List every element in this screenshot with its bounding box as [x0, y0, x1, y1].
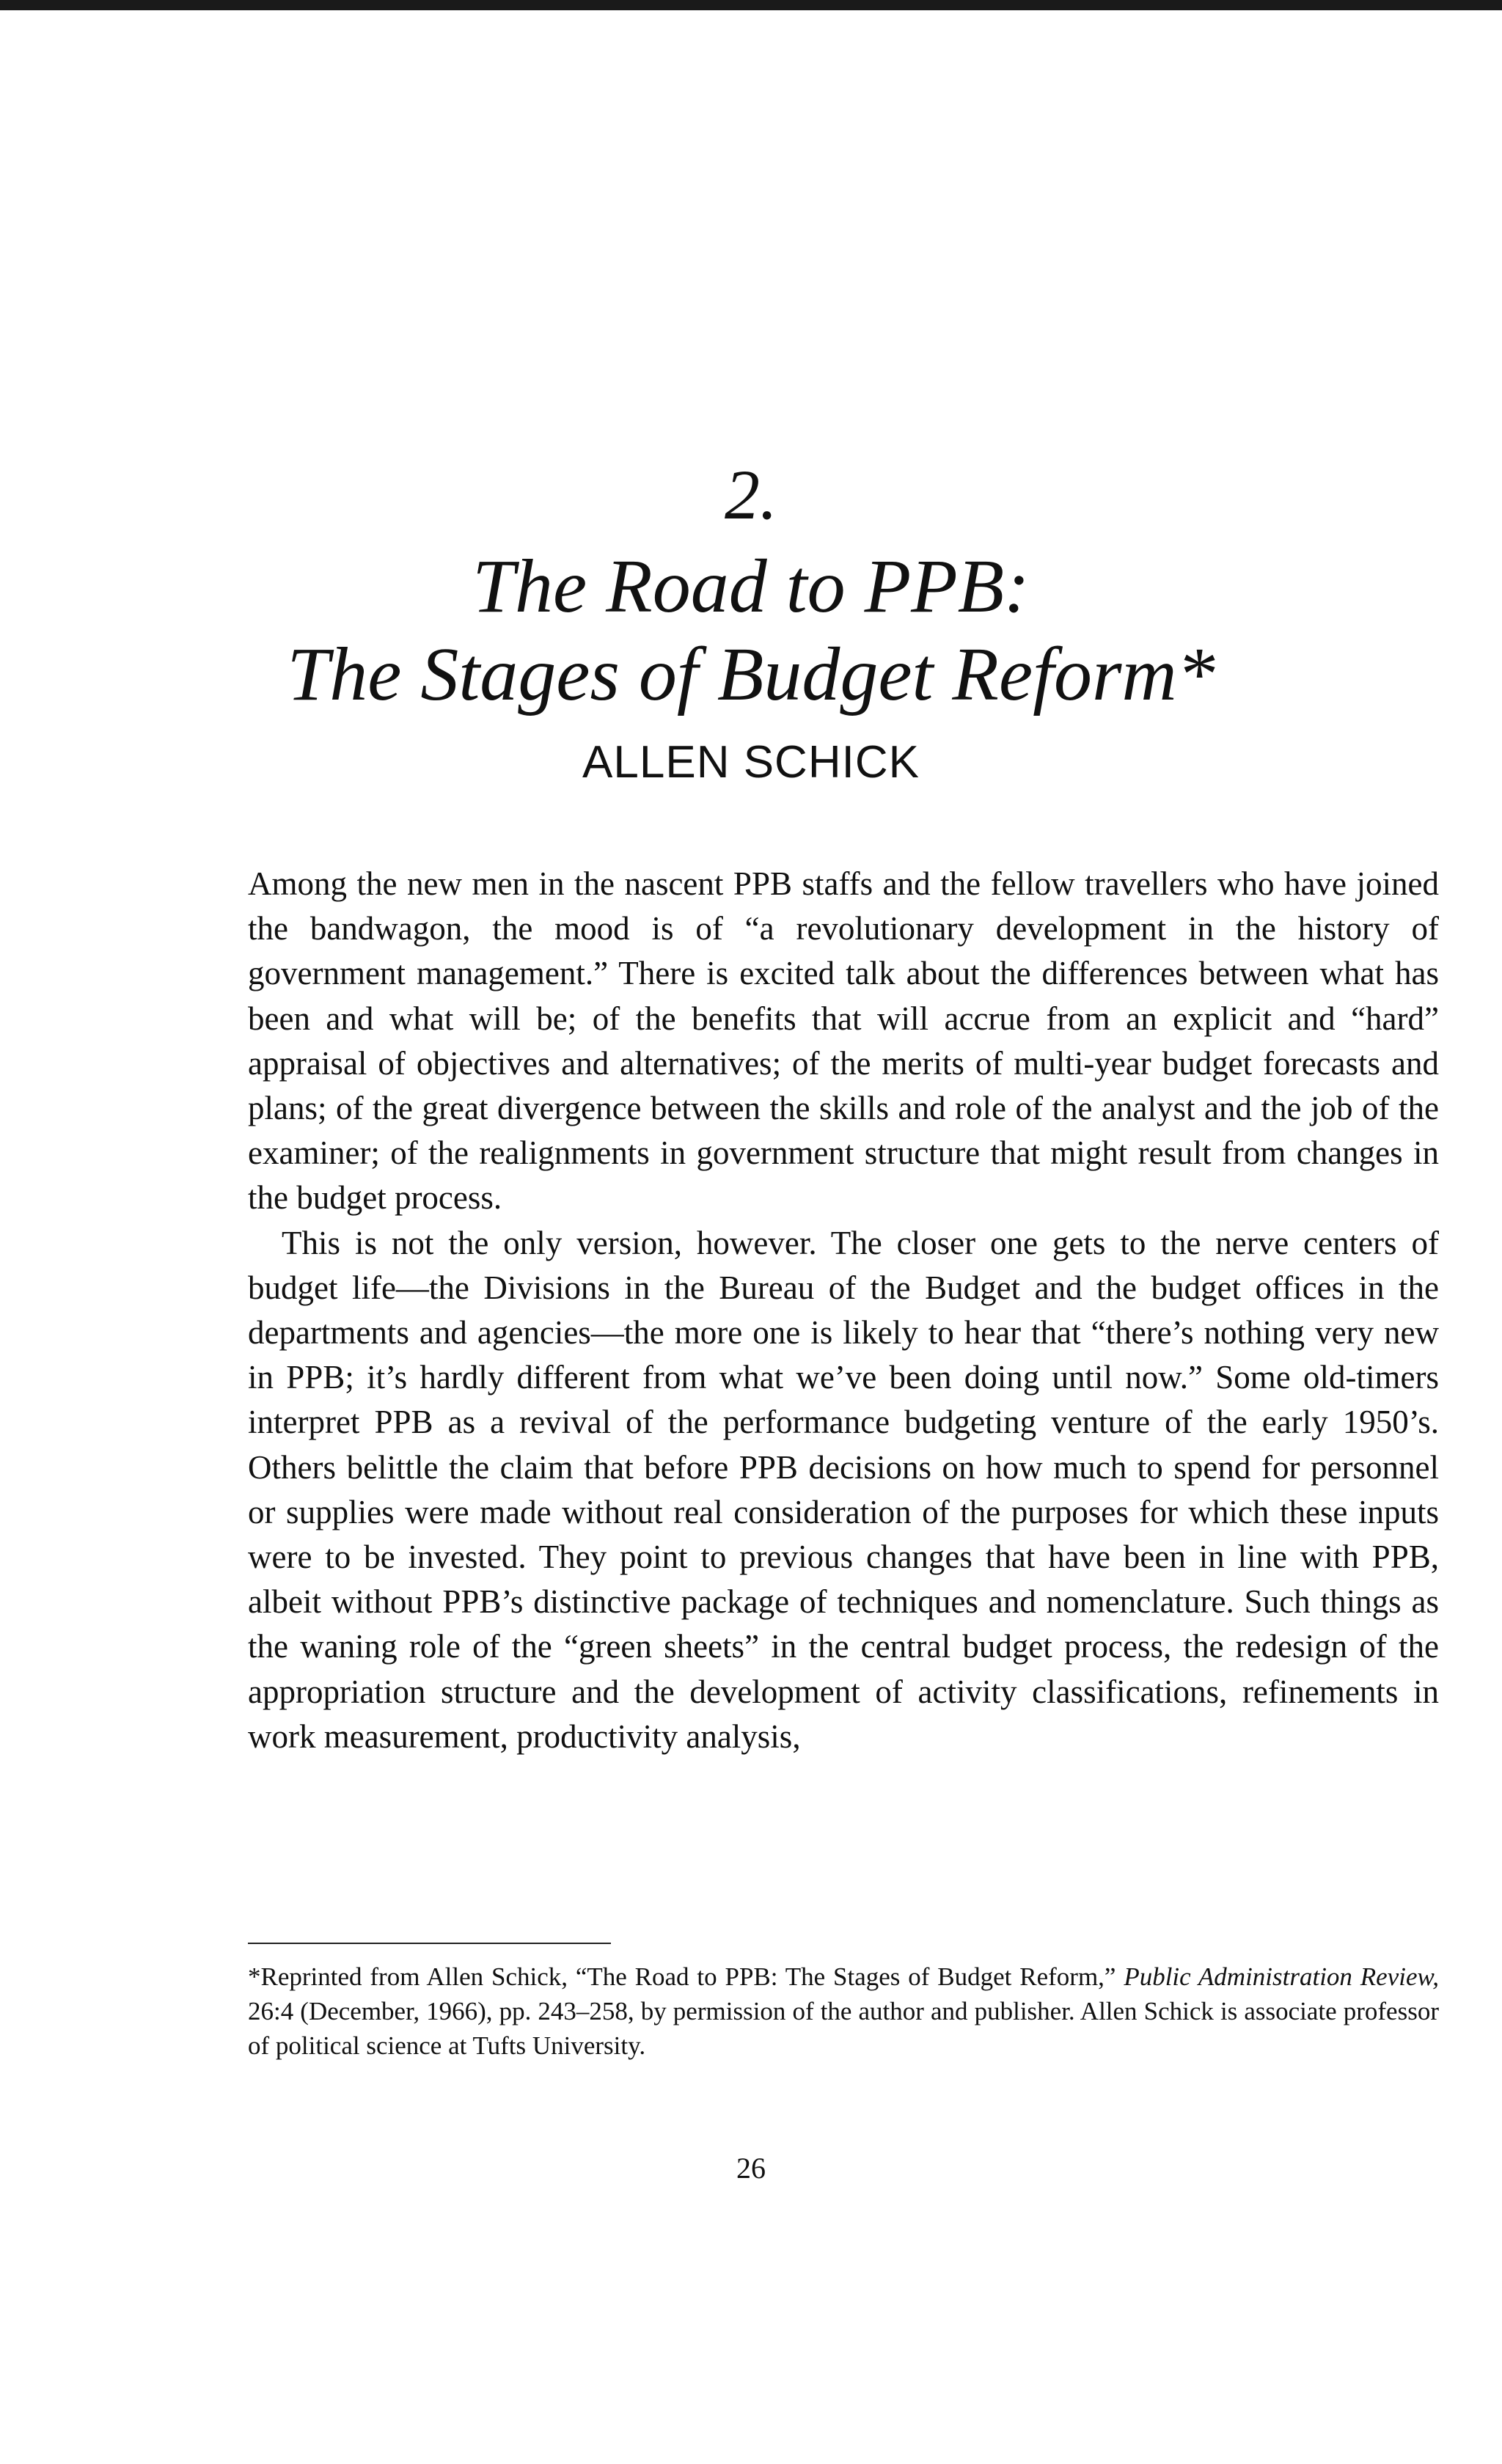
chapter-number: 2. — [725, 455, 777, 534]
page-number: 26 — [736, 2152, 766, 2185]
footnote-journal: Public Administration Review, — [1124, 1962, 1439, 1991]
author-name: ALLEN SCHICK — [582, 737, 920, 788]
paragraph: Among the new men in the nascent PPB staffs and the fellow travellers who have joined the bandwagon, the mood is of “a revolutionary development in the history of government management.” There is excited talk about the differences between what has been and what will be; of the benefits that will accrue from an explicit and “hard” appraisal of objectives and alternatives; of the merits of multi-year budget forecasts and plans; of the great divergence between the skills and role of the analyst and the job of the examiner; of the realignments in government structure that might result from changes in the budget process. — [248, 865, 1439, 1217]
body-text — [248, 862, 1439, 1759]
paragraph: This is not the only version, however. The closer one gets to the nerve centers of budget life—the Divisions in the Bureau of the Budget and the budget offices in the departments and agencies—the more one is likely to hear that “there’s nothing very new in PPB; it’s hardly different from what we’ve been doing until now.” Some old-timers interpret PPB as a revival of the performance budgeting venture of the early 1950’s. Others belittle the claim that before PPB decisions on how much to spend for personnel or supplies were made without real consideration of the purposes for which these inputs were to be invested. They point to previous changes that have been in line with PPB, albeit without PPB’s distinctive package of techniques and nomenclature. Such things as the waning role of the “green sheets” in the central budget process, the redesign of the appropriation structure and the development of activity classifications, refinements in work measurement, productivity analysis, — [248, 1224, 1439, 1755]
chapter-title-line-2: The Stages of Budget Reform* — [287, 632, 1215, 716]
footnote-suffix: 26:4 (December, 1966), pp. 243–258, by permission of the author and publisher. Allen Schick is associate professor of political science at Tufts University. — [248, 1997, 1439, 2060]
top-border-rule — [0, 0, 1502, 10]
chapter-title-line-1: The Road to PPB: — [472, 544, 1030, 628]
footnote-divider — [248, 1943, 611, 1944]
footnote-prefix: *Reprinted from Allen Schick, “The Road to PPB: The Stages of Budget Reform,” — [248, 1962, 1124, 1991]
footnote — [248, 1959, 1439, 2063]
